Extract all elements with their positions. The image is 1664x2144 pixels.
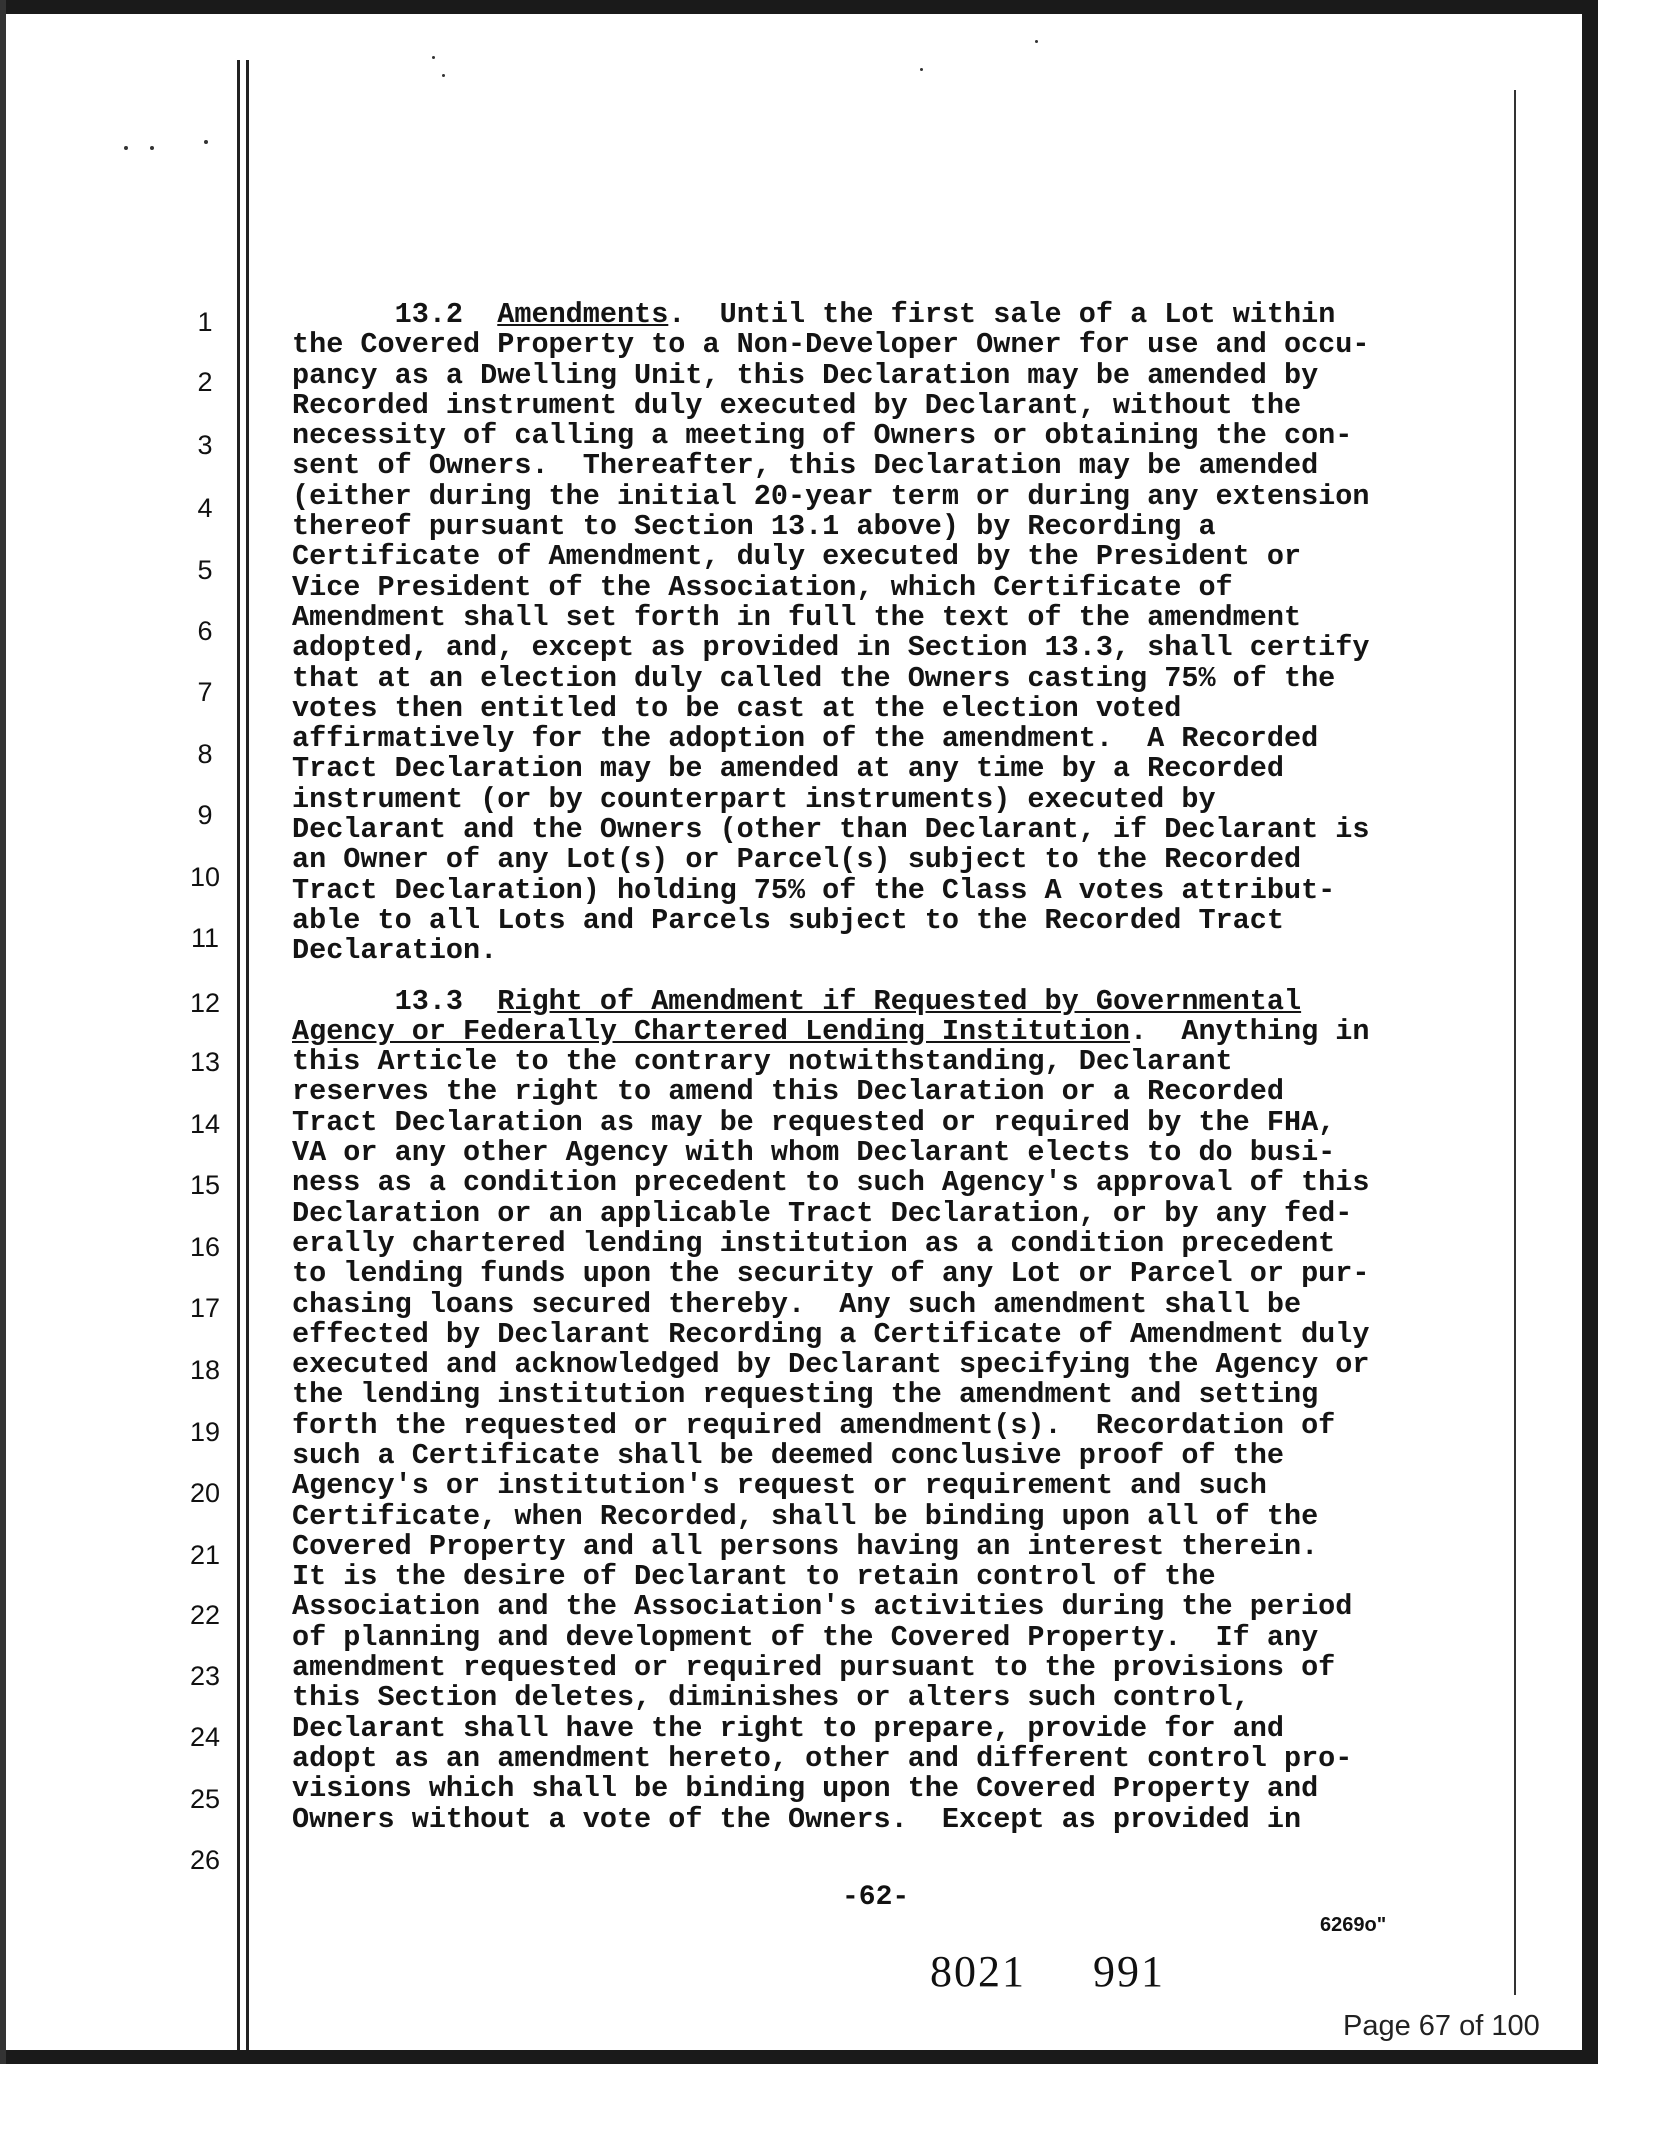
line-number: 19 [189, 1417, 221, 1447]
scan-speck [1035, 40, 1038, 43]
section-number: 13.3 [394, 984, 464, 1018]
section-text: . Anything in [1130, 1014, 1370, 1048]
scan-speck [442, 74, 445, 77]
line-number: 22 [189, 1600, 221, 1630]
line-number: 10 [189, 862, 221, 892]
scan-border-left [0, 0, 6, 2064]
page-number: -62- [842, 1882, 910, 1913]
section-heading: Right of Amendment if Requested by Governmental [497, 984, 1302, 1018]
scan-speck [204, 140, 208, 144]
document-body [292, 300, 1472, 1835]
margin-rule-right [246, 60, 249, 2050]
line-number: 25 [189, 1784, 221, 1814]
line-number: 16 [189, 1232, 221, 1262]
recording-stamp: 8021 991 [930, 1947, 1165, 1996]
section-heading-continued: Agency or Federally Chartered Lending Institution [292, 1014, 1131, 1048]
line-number: 24 [189, 1722, 221, 1752]
line-number: 18 [189, 1355, 221, 1385]
line-number: 15 [189, 1170, 221, 1200]
scan-border-bottom [0, 2050, 1598, 2064]
section-text: . Until the first sale of a Lot within [668, 298, 1336, 331]
line-number: 5 [197, 555, 213, 585]
section-13-3 [292, 984, 1472, 1836]
line-number: 4 [197, 493, 213, 523]
line-number: 11 [190, 923, 220, 953]
line-number: 17 [189, 1293, 221, 1323]
section-number: 13.2 [394, 298, 464, 331]
line-number: 2 [197, 367, 213, 397]
scan-speck [432, 56, 435, 59]
line-number: 23 [189, 1661, 221, 1691]
section-text: this Article to the contrary notwithstanding, Declarant reserves the right to amend this Declaration or a Recorded Tract Declaration as may be requested or required by the FHA, VA or any other Agency with whom Declarant elects to do busi- ness as a condition precedent to such Agency's approval of this Declaration or an applicable Tract Declaration, or by any fed- erally chartered lending institution as a condition precedent to lending funds upon the security of any Lot or Parcel or pur- chasing loans secured thereby. Any such amendment shall be effected by Declarant Recording a Certificate of Amendment duly executed and acknowledged by Declarant specifying the Agency or the lending institution requesting the amendment and setting forth the requested or required amendment(s). Recordation of such a Certificate shall be deemed conclusive proof of the Agency's or institution's request or requirement and such Certificate, when Recorded, shall be binding upon all of the Covered Property and all persons having an interest therein. It is the desire of Declarant to retain control of the Association and the Association's activities during the period of planning and development of the Covered Property. If any amendment requested or required pursuant to the provisions of this Section deletes, diminishes or alters such control, Declarant shall have the right to prepare, provide for and adopt as an amendment hereto, other and different control pro- visions which shall be binding upon the Covered Property and Owners without a vote of the Owners. Except as provided in [292, 1045, 1370, 1836]
scan-speck [124, 146, 128, 150]
document-code: 6269o" [1320, 1914, 1387, 1936]
line-number: 1 [197, 307, 213, 337]
line-number: 20 [189, 1478, 221, 1508]
line-number: 8 [197, 739, 213, 769]
line-number: 3 [197, 430, 213, 460]
line-number: 9 [197, 800, 213, 830]
line-number: 26 [189, 1845, 221, 1875]
page-footer: Page 67 of 100 [1343, 2010, 1540, 2042]
line-number: 6 [197, 616, 213, 646]
section-13-2 [292, 300, 1472, 967]
line-number: 21 [189, 1540, 221, 1570]
scan-speck [150, 146, 154, 150]
section-heading: Amendments [497, 298, 669, 331]
right-margin-rule [1514, 90, 1516, 1995]
section-text: the Covered Property to a Non-Developer Owner for use and occu- pancy as a Dwelling Unit, this Declaration may be amended by Recorded instrument duly executed by Declarant, without the necessity of calling a meeting of Owners or obtaining the con- sent of Owners. Thereafter, this Declaration may be amended (either during the initial 20-year term or during any extension thereof pursuant to Section 13.1 above) by Recording a Certificate of Amendment, duly executed by the President or Vice President of the Association, which Certificate of Amendment shall set forth in full the text of the amendment adopted, and, except as provided in Section 13.3, shall certify that at an election duly called the Owners casting 75% of the votes then entitled to be cast at the election voted affirmatively for the adoption of the amendment. A Recorded Tract Declaration may be amended at any time by a Recorded instrument (or by counterpart instruments) executed by Declarant and the Owners (other than Declarant, if Declarant is an Owner of any Lot(s) or Parcel(s) subject to the Recorded Tract Declaration) holding 75% of the Class A votes attribut- able to all Lots and Parcels subject to the Recorded Tract Declaration. [292, 328, 1370, 968]
scan-border-top [0, 0, 1596, 14]
line-number: 12 [189, 988, 221, 1018]
line-number: 13 [189, 1047, 221, 1077]
line-number: 7 [197, 677, 213, 707]
scan-speck [920, 68, 923, 71]
line-number: 14 [189, 1109, 221, 1139]
scan-border-right [1582, 0, 1598, 2064]
